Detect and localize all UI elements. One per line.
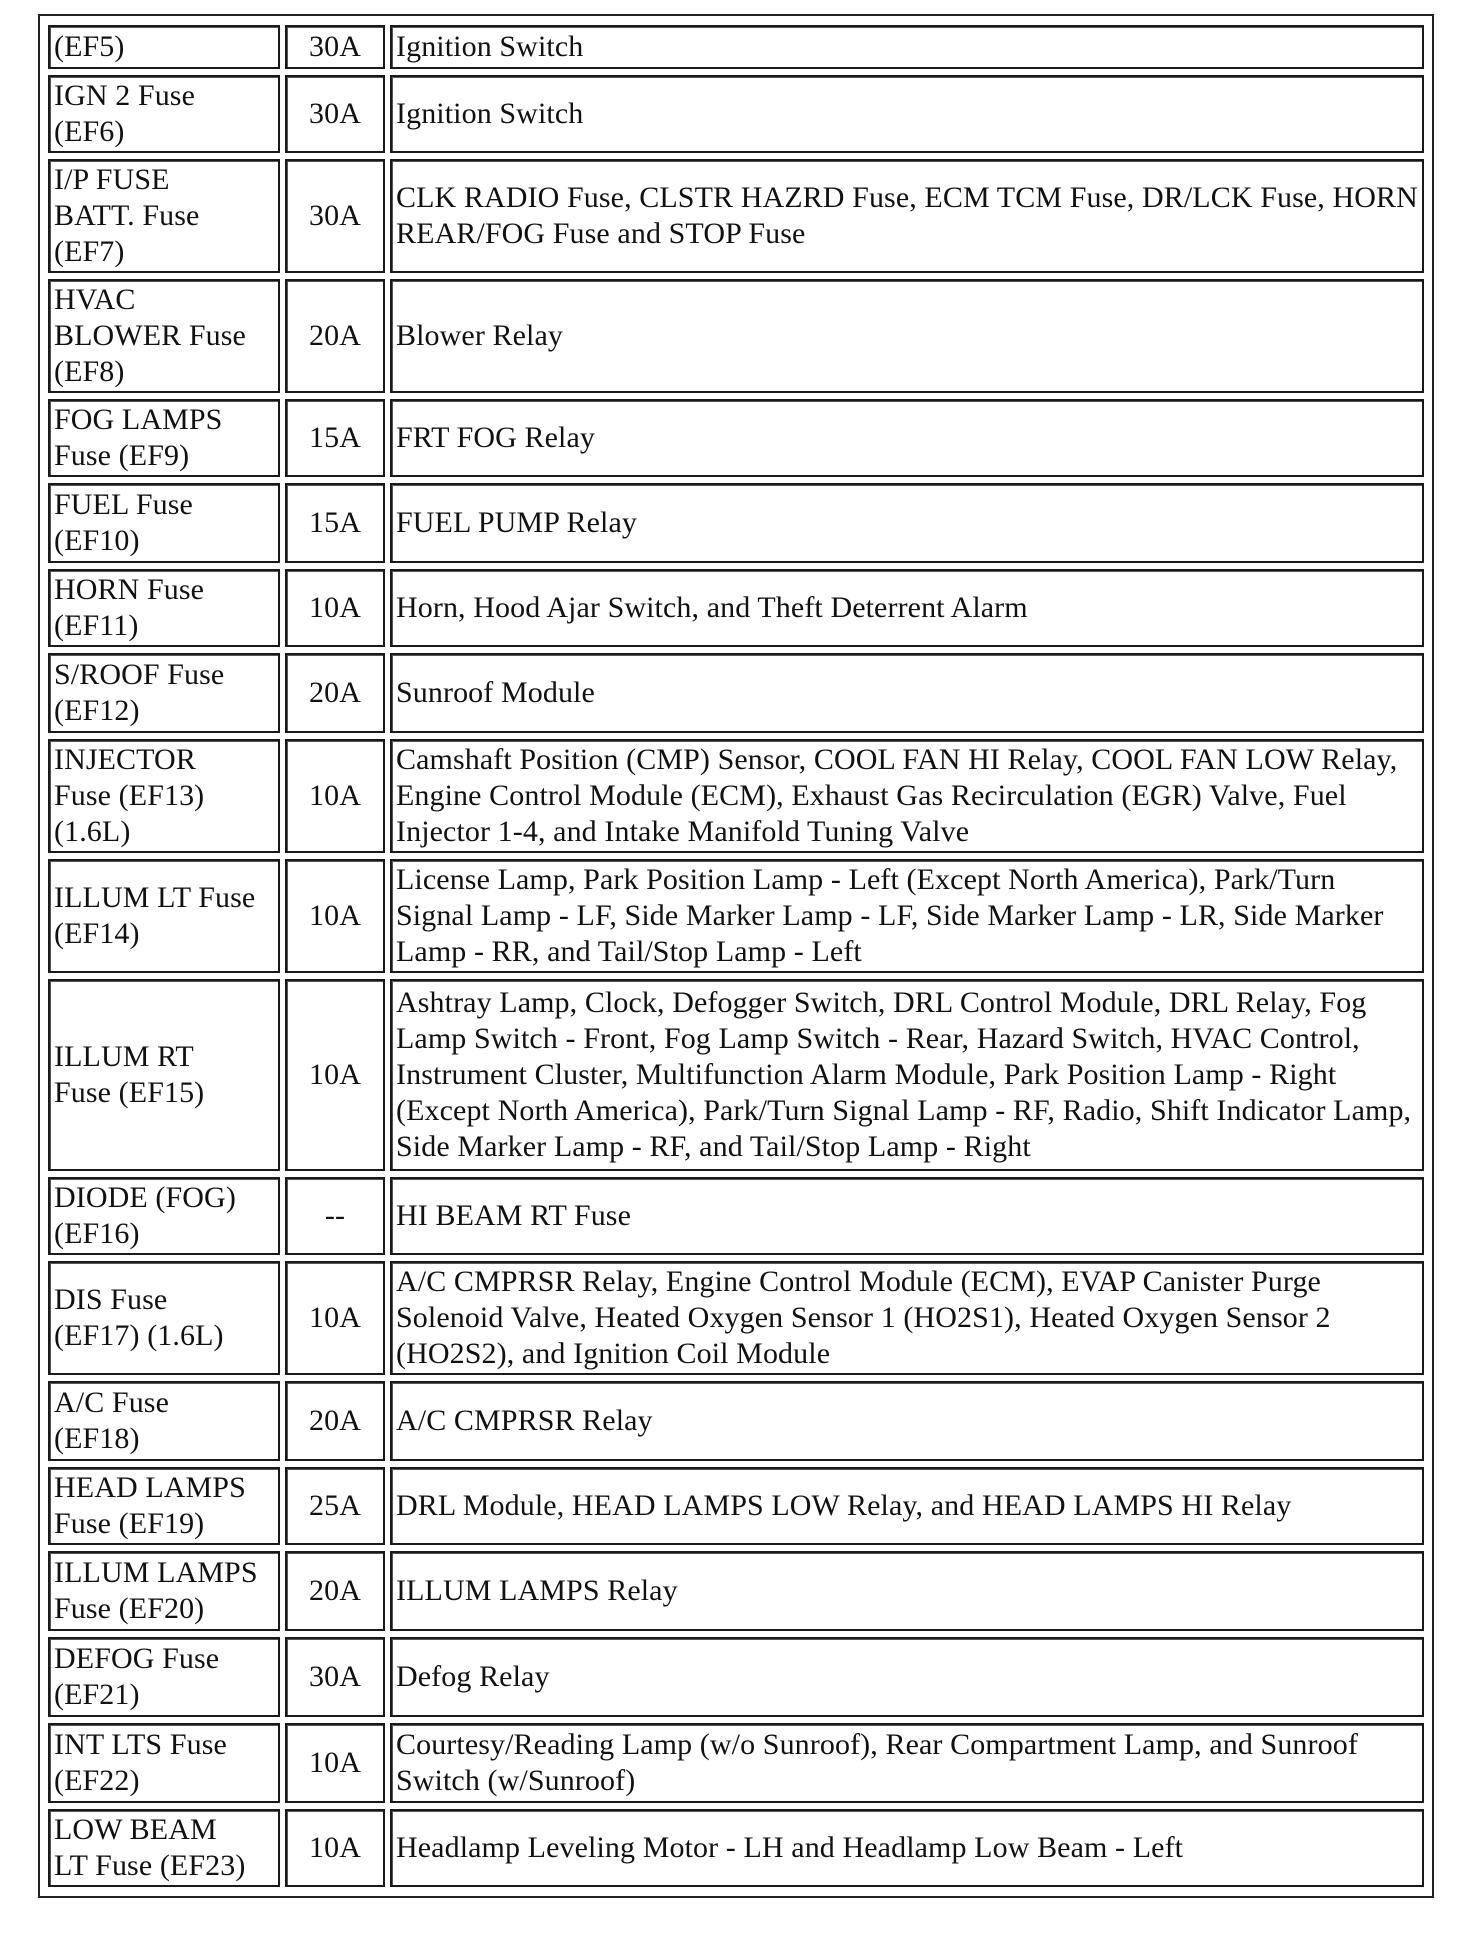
amperage-cell: 20A: [285, 653, 385, 733]
fuse-name-cell: IGN 2 Fuse (EF6): [48, 75, 280, 153]
fuse-name-cell: (EF5): [48, 25, 280, 69]
amperage-cell: 10A: [285, 1809, 385, 1887]
fuse-name-cell: DEFOG Fuse (EF21): [48, 1637, 280, 1717]
fuse-name-cell: FOG LAMPS Fuse (EF9): [48, 399, 280, 477]
fuse-name-cell: HEAD LAMPS Fuse (EF19): [48, 1467, 280, 1545]
fuse-name-cell: ILLUM LAMPS Fuse (EF20): [48, 1551, 280, 1631]
table-row: [48, 159, 1424, 273]
usage-cell: Headlamp Leveling Motor - LH and Headlamp Low Beam - Left: [390, 1809, 1424, 1887]
fuse-name-cell: ILLUM RT Fuse (EF15): [48, 979, 280, 1171]
amperage-cell: 10A: [285, 739, 385, 853]
amperage-cell: --: [285, 1177, 385, 1255]
amperage-cell: 10A: [285, 1723, 385, 1803]
table-row: [48, 1723, 1424, 1803]
usage-cell: Camshaft Position (CMP) Sensor, COOL FAN HI Relay, COOL FAN LOW Relay, Engine Control Module (ECM), Exhaust Gas Recirculation (EGR) Valve, Fuel Injector 1-4, and Intake Manifold Tuning Valve: [390, 739, 1424, 853]
fuse-name-cell: ILLUM LT Fuse (EF14): [48, 859, 280, 973]
usage-cell: Defog Relay: [390, 1637, 1424, 1717]
amperage-cell: 30A: [285, 25, 385, 69]
table-row: [48, 1809, 1424, 1887]
table-row: [48, 1551, 1424, 1631]
table-row: [48, 1261, 1424, 1375]
usage-cell: Ignition Switch: [390, 25, 1424, 69]
table-row: [48, 653, 1424, 733]
table-row: [48, 279, 1424, 393]
fuse-name-cell: HVAC BLOWER Fuse (EF8): [48, 279, 280, 393]
usage-cell: License Lamp, Park Position Lamp - Left (Except North America), Park/Turn Signal Lamp - LF, Side Marker Lamp - LF, Side Marker Lamp - LR, Side Marker Lamp - RR, and Tail/Stop Lamp - Left: [390, 859, 1424, 973]
amperage-cell: 10A: [285, 979, 385, 1171]
usage-cell: HI BEAM RT Fuse: [390, 1177, 1424, 1255]
fuse-name-cell: INJECTOR Fuse (EF13) (1.6L): [48, 739, 280, 853]
table-row: [48, 1177, 1424, 1255]
amperage-cell: 25A: [285, 1467, 385, 1545]
fuse-name-cell: DIS Fuse (EF17) (1.6L): [48, 1261, 280, 1375]
table-row: [48, 1381, 1424, 1461]
table-row: [48, 1467, 1424, 1545]
usage-cell: Blower Relay: [390, 279, 1424, 393]
fuse-name-cell: LOW BEAM LT Fuse (EF23): [48, 1809, 280, 1887]
fuse-name-cell: FUEL Fuse (EF10): [48, 483, 280, 563]
amperage-cell: 10A: [285, 859, 385, 973]
usage-cell: CLK RADIO Fuse, CLSTR HAZRD Fuse, ECM TCM Fuse, DR/LCK Fuse, HORN REAR/FOG Fuse and STOP Fuse: [390, 159, 1424, 273]
table-row: [48, 483, 1424, 563]
table-row: [48, 739, 1424, 853]
table-row: [48, 25, 1424, 69]
fuse-name-cell: A/C Fuse (EF18): [48, 1381, 280, 1461]
fuse-name-cell: I/P FUSE BATT. Fuse (EF7): [48, 159, 280, 273]
amperage-cell: 20A: [285, 1551, 385, 1631]
amperage-cell: 10A: [285, 569, 385, 647]
amperage-cell: 15A: [285, 399, 385, 477]
amperage-cell: 20A: [285, 279, 385, 393]
table-row: [48, 979, 1424, 1171]
fuse-name-cell: DIODE (FOG) (EF16): [48, 1177, 280, 1255]
table-row: [48, 859, 1424, 973]
table-row: [48, 75, 1424, 153]
usage-cell: FRT FOG Relay: [390, 399, 1424, 477]
usage-cell: Sunroof Module: [390, 653, 1424, 733]
amperage-cell: 30A: [285, 75, 385, 153]
amperage-cell: 15A: [285, 483, 385, 563]
usage-cell: FUEL PUMP Relay: [390, 483, 1424, 563]
fuse-name-cell: HORN Fuse (EF11): [48, 569, 280, 647]
amperage-cell: 30A: [285, 159, 385, 273]
fuse-name-cell: S/ROOF Fuse (EF12): [48, 653, 280, 733]
fuse-table: [43, 19, 1429, 1893]
usage-cell: ILLUM LAMPS Relay: [390, 1551, 1424, 1631]
fuse-table-container: [38, 14, 1434, 1898]
amperage-cell: 30A: [285, 1637, 385, 1717]
fuse-name-cell: INT LTS Fuse (EF22): [48, 1723, 280, 1803]
table-row: [48, 569, 1424, 647]
usage-cell: DRL Module, HEAD LAMPS LOW Relay, and HEAD LAMPS HI Relay: [390, 1467, 1424, 1545]
usage-cell: Horn, Hood Ajar Switch, and Theft Deterrent Alarm: [390, 569, 1424, 647]
usage-cell: Ignition Switch: [390, 75, 1424, 153]
table-row: [48, 399, 1424, 477]
usage-cell: Ashtray Lamp, Clock, Defogger Switch, DRL Control Module, DRL Relay, Fog Lamp Switch - Front, Fog Lamp Switch - Rear, Hazard Switch, HVAC Control, Instrument Cluster, Multifunction Alarm Module, Park Position Lamp - Right (Except North America), Park/Turn Signal Lamp - RF, Radio, Shift Indicator Lamp, Side Marker Lamp - RF, and Tail/Stop Lamp - Right: [390, 979, 1424, 1171]
table-row: [48, 1637, 1424, 1717]
usage-cell: A/C CMPRSR Relay: [390, 1381, 1424, 1461]
amperage-cell: 20A: [285, 1381, 385, 1461]
usage-cell: Courtesy/Reading Lamp (w/o Sunroof), Rear Compartment Lamp, and Sunroof Switch (w/Sunroof): [390, 1723, 1424, 1803]
usage-cell: A/C CMPRSR Relay, Engine Control Module (ECM), EVAP Canister Purge Solenoid Valve, Heated Oxygen Sensor 1 (HO2S1), Heated Oxygen Sensor 2 (HO2S2), and Ignition Coil Module: [390, 1261, 1424, 1375]
amperage-cell: 10A: [285, 1261, 385, 1375]
